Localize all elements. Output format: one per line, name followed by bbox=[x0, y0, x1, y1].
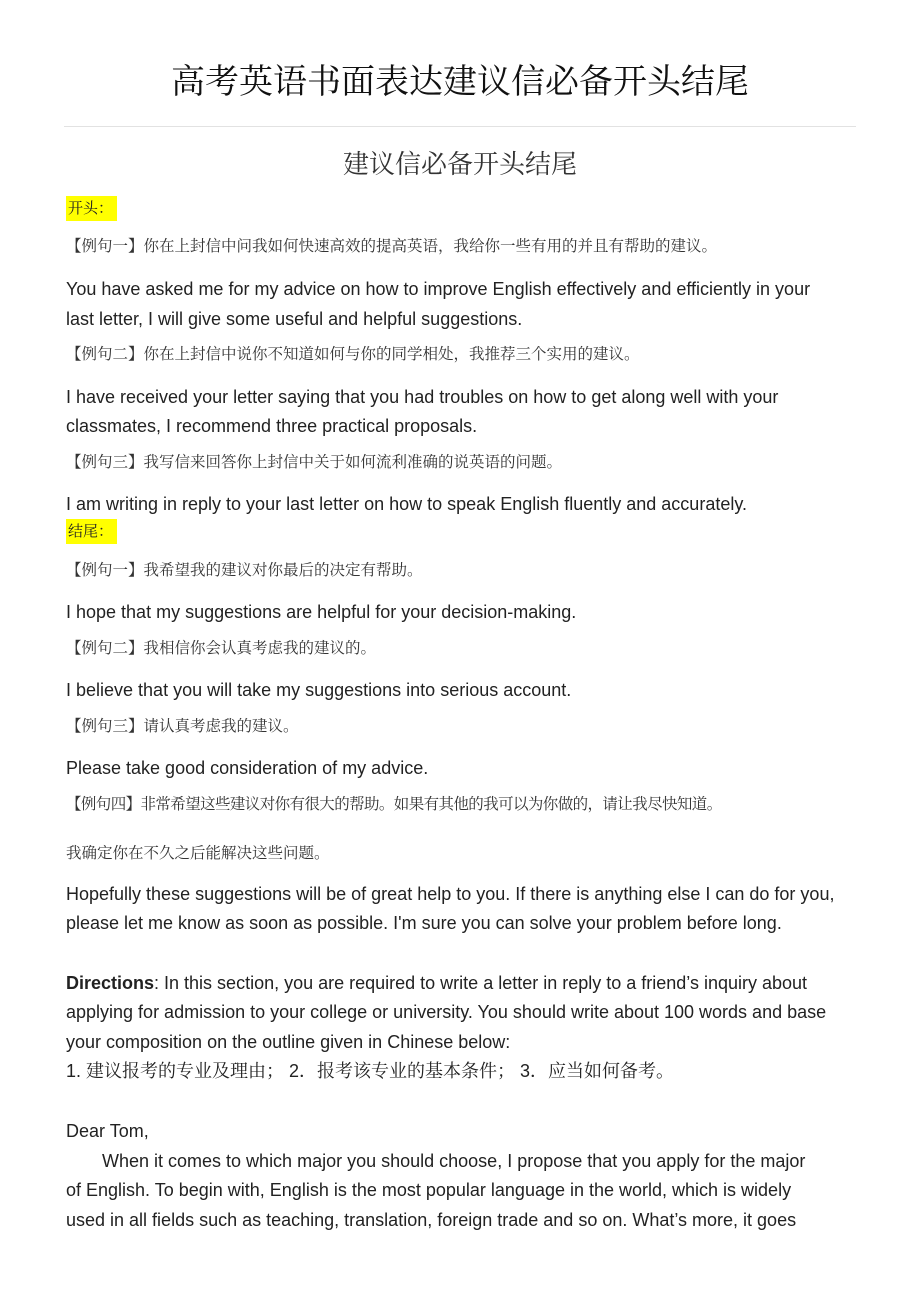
opening-example-2-cn: 【例句二】你在上封信中说你不知道如何与你的同学相处，我推荐三个实用的建议。 bbox=[66, 345, 640, 363]
closing-example-4-cn-line-1: 【例句四】非常希望这些建议对你有很大的帮助。如果有其他的我可以为你做的，请让我尽快知道。 bbox=[66, 795, 722, 813]
closing-example-4-en-line-1: Hopefully these suggestions will be of great help to you. If there is anything else I can do for you, bbox=[66, 884, 835, 904]
letter-line-1: When it comes to which major you should choose, I propose that you apply for the major bbox=[102, 1151, 806, 1171]
title-divider bbox=[64, 126, 856, 127]
letter-line-2: of English. To begin with, English is the most popular language in the world, which is widely bbox=[66, 1180, 792, 1200]
closing-label-wrap bbox=[66, 522, 117, 541]
closing-example-1-cn: 【例句一】我希望我的建议对你最后的决定有帮助。 bbox=[66, 561, 423, 579]
directions-text-1: : In this section, you are required to write a letter in reply to a friend’s inquiry about bbox=[154, 973, 808, 993]
directions-outline: 1. 建议报考的专业及理由； 2．报考该专业的基本条件； 3．应当如何备考。 bbox=[66, 1061, 675, 1081]
directions-line-3: your composition on the outline given in Chinese below: bbox=[66, 1032, 511, 1052]
closing-example-4-en-line-2: please let me know as soon as possible. I'm sure you can solve your problem before long. bbox=[66, 913, 782, 933]
closing-example-4-cn-line-2: 我确定你在不久之后能解决这些问题。 bbox=[66, 844, 330, 862]
opening-example-1-en-line-1: You have asked me for my advice on how to improve English effectively and efficiently in your bbox=[66, 279, 811, 299]
directions-line-2: applying for admission to your college or university. You should write about 100 words and base bbox=[66, 1002, 827, 1022]
opening-label-wrap bbox=[66, 199, 117, 218]
opening-example-2-en-line-2: classmates, I recommend three practical proposals. bbox=[66, 416, 478, 436]
closing-example-3-cn: 【例句三】请认真考虑我的建议。 bbox=[66, 717, 299, 735]
opening-example-2-en-line-1: I have received your letter saying that you had troubles on how to get along well with your bbox=[66, 387, 779, 407]
directions-line-1 bbox=[66, 968, 807, 998]
section-subtitle: 建议信必备开头结尾 bbox=[342, 150, 577, 180]
opening-example-3-cn: 【例句三】我写信来回答你上封信中关于如何流利准确的说英语的问题。 bbox=[66, 453, 563, 471]
closing-label: 结尾： bbox=[66, 519, 117, 544]
page-title: 高考英语书面表达建议信必备开头结尾 bbox=[171, 62, 749, 102]
closing-example-2-cn: 【例句二】我相信你会认真考虑我的建议的。 bbox=[66, 639, 377, 657]
letter-salutation: Dear Tom, bbox=[66, 1121, 149, 1141]
opening-label: 开头： bbox=[66, 196, 117, 221]
opening-example-1-cn: 【例句一】你在上封信中问我如何快速高效的提高英语，我给你一些有用的并且有帮助的建议。 bbox=[66, 237, 718, 255]
closing-example-2-en: I believe that you will take my suggestions into serious account. bbox=[66, 680, 572, 700]
opening-example-1-en-line-2: last letter, I will give some useful and helpful suggestions. bbox=[66, 309, 523, 329]
letter-line-3: used in all fields such as teaching, translation, foreign trade and so on. What’s more, it goes bbox=[66, 1210, 797, 1230]
opening-example-3-en: I am writing in reply to your last letter on how to speak English fluently and accurately. bbox=[66, 494, 748, 514]
closing-example-3-en: Please take good consideration of my advice. bbox=[66, 758, 429, 778]
closing-example-1-en: I hope that my suggestions are helpful for your decision-making. bbox=[66, 602, 577, 622]
directions-label: Directions bbox=[66, 973, 155, 993]
letter-line-1-wrap bbox=[66, 1146, 805, 1176]
